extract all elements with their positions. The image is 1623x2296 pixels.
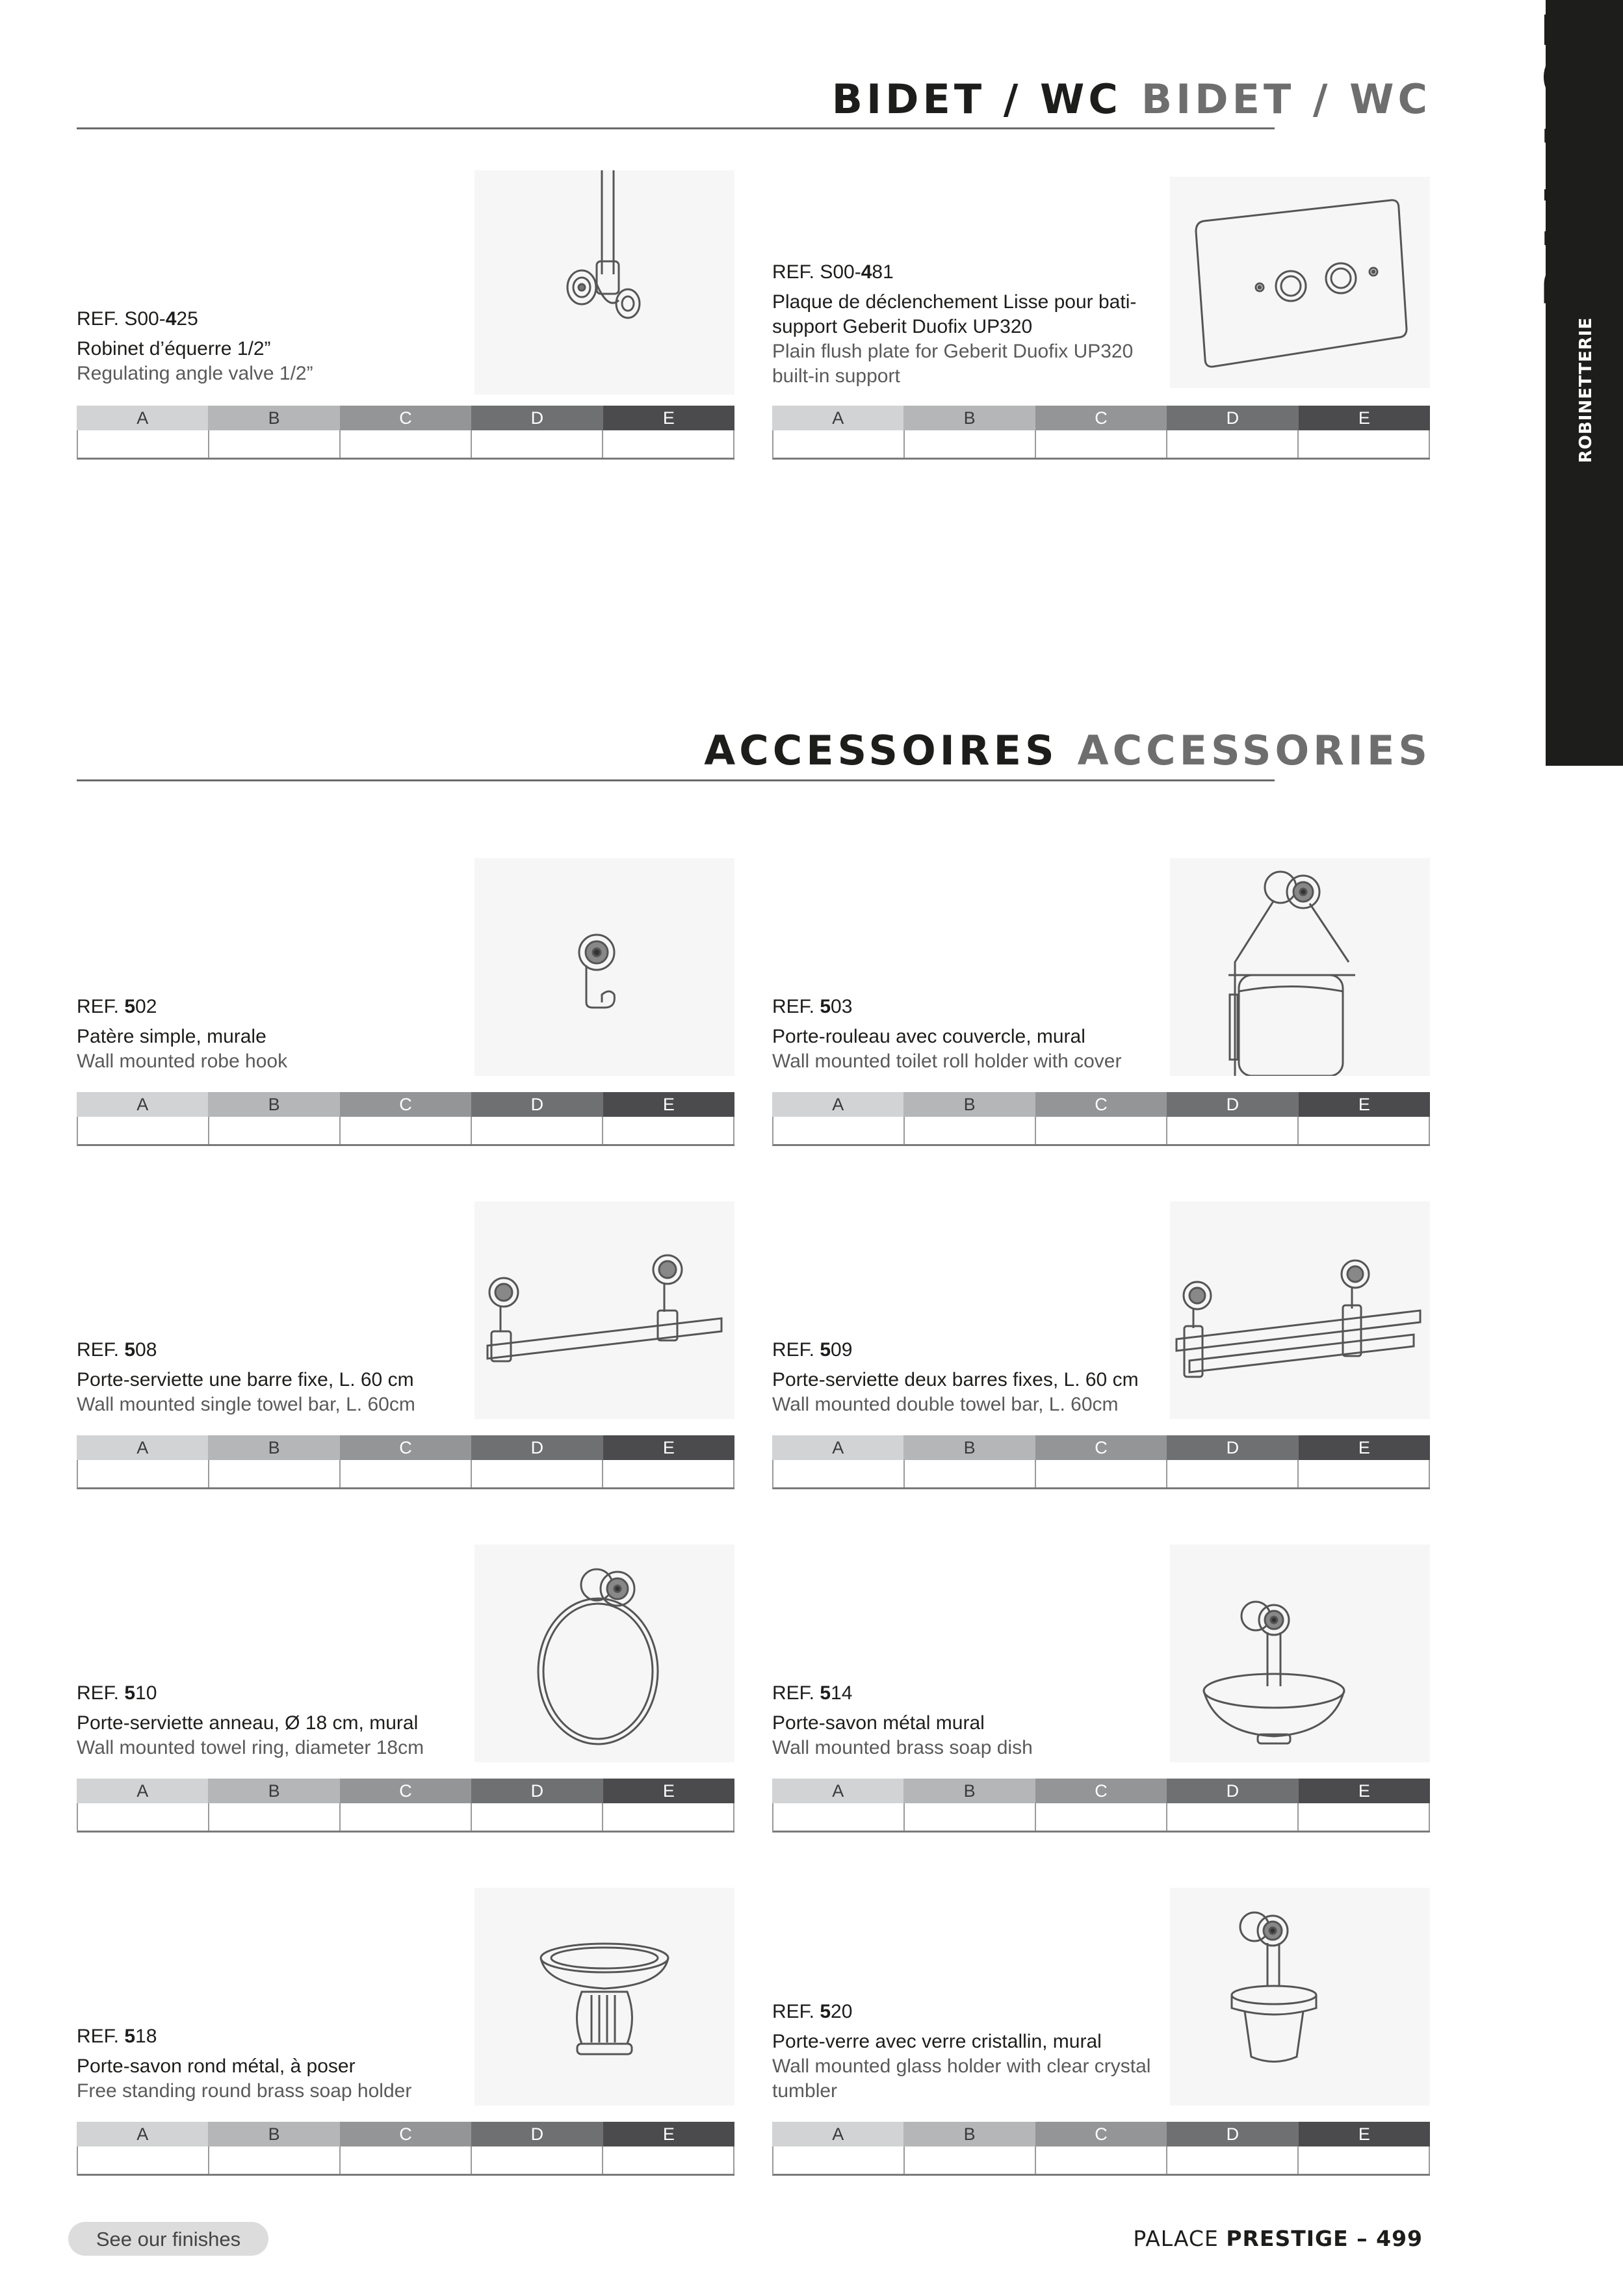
finish-col-d: D (471, 1092, 603, 1117)
section-rule (77, 779, 1275, 781)
product-image-toilet-roll-holder (1170, 858, 1430, 1076)
product-name-en: Wall mounted single towel bar, L. 60cm (77, 1394, 415, 1415)
finish-grid-header (77, 1092, 734, 1117)
product-image-soap-dish (1170, 1545, 1430, 1762)
finish-col-b: B (208, 2122, 339, 2146)
product-image-robe-hook (474, 858, 734, 1076)
finish-col-b: B (903, 406, 1035, 430)
finish-grid (77, 1779, 734, 1833)
finish-col-c: C (1035, 1092, 1167, 1117)
product-ref: REF. 508 (77, 1339, 157, 1361)
finish-col-e: E (603, 1435, 734, 1460)
product-card-514 (772, 1545, 1430, 1838)
finish-col-e: E (1299, 2122, 1430, 2146)
finish-grid-header (772, 406, 1430, 430)
finish-col-b: B (208, 1435, 339, 1460)
finish-grid (772, 406, 1430, 460)
product-name-en: Wall mounted towel ring, diameter 18cm (77, 1737, 424, 1758)
finish-grid-row (772, 430, 1430, 460)
section-title-fr: BIDET / WC (831, 75, 1122, 123)
finish-col-d: D (1167, 406, 1298, 430)
finish-col-c: C (1035, 406, 1167, 430)
section-title-fr: ACCESSOIRES (704, 727, 1058, 774)
product-ref: REF. S00-481 (772, 261, 894, 283)
product-image-glass-holder (1170, 1888, 1430, 2106)
product-name-fr: Robinet d’équerre 1/2” (77, 338, 271, 359)
finish-grid (772, 2122, 1430, 2176)
finish-col-c: C (340, 1779, 471, 1803)
product-text (77, 1681, 424, 1760)
product-card-503 (772, 858, 1430, 1152)
finish-col-a: A (77, 406, 208, 430)
product-name-en: Wall mounted glass holder with clear crystal tumbler (772, 2055, 1151, 2102)
product-ref: REF. 510 (77, 1682, 157, 1704)
product-name-fr: Porte-serviette deux barres fixes, L. 60 cm (772, 1369, 1139, 1390)
finish-col-e: E (603, 406, 734, 430)
single-towel-bar-icon (474, 1201, 734, 1419)
product-text (77, 995, 287, 1074)
product-name-fr: Porte-verre avec verre cristallin, mural (772, 2031, 1102, 2052)
finish-col-d: D (471, 2122, 603, 2146)
product-ref: REF. 503 (772, 996, 853, 1017)
finish-grid-header (772, 1435, 1430, 1460)
section-rule (77, 127, 1275, 129)
product-name-fr: Porte-savon métal mural (772, 1712, 985, 1734)
soap-dish-icon (1170, 1545, 1430, 1762)
product-text (772, 2000, 1175, 2104)
product-text (772, 260, 1162, 389)
finish-grid-row (77, 1117, 734, 1146)
robe-hook-icon (474, 858, 734, 1076)
flush-plate-icon (1170, 177, 1430, 388)
finish-col-c: C (1035, 2122, 1167, 2146)
product-text (772, 995, 1121, 1074)
finish-col-d: D (1167, 1779, 1298, 1803)
finish-col-e: E (603, 2122, 734, 2146)
toilet-roll-holder-icon (1170, 858, 1430, 1076)
glass-holder-icon (1170, 1888, 1430, 2106)
finish-grid-row (77, 1803, 734, 1833)
product-name-fr: Plaque de déclenchement Lisse pour bati-support Geberit Duofix UP320 (772, 291, 1137, 337)
finish-col-a: A (77, 1435, 208, 1460)
finish-col-a: A (772, 1779, 903, 1803)
product-name-fr: Porte-savon rond métal, à poser (77, 2055, 356, 2077)
folio-page: PRESTIGE – 499 (1226, 2226, 1423, 2251)
product-text (77, 1338, 415, 1417)
finish-grid-header (772, 2122, 1430, 2146)
see-finishes-button[interactable]: See our finishes (68, 2222, 268, 2256)
product-text (77, 2024, 411, 2104)
finish-grid-header (772, 1779, 1430, 1803)
finish-grid (772, 1092, 1430, 1146)
finish-grid-row (772, 1460, 1430, 1489)
finish-grid-row (772, 2146, 1430, 2176)
product-text (772, 1338, 1139, 1417)
finish-col-b: B (903, 2122, 1035, 2146)
finish-col-b: B (903, 1435, 1035, 1460)
finish-col-d: D (471, 1779, 603, 1803)
product-name-en: Wall mounted brass soap dish (772, 1737, 1033, 1758)
finish-col-d: D (1167, 1092, 1298, 1117)
finish-grid (772, 1779, 1430, 1833)
section-title-accessories (704, 728, 1431, 774)
section-title-bidet (832, 77, 1431, 122)
finish-col-b: B (208, 1092, 339, 1117)
finish-col-c: C (1035, 1435, 1167, 1460)
finish-grid (772, 1435, 1430, 1489)
product-ref: REF. 520 (772, 2001, 853, 2022)
finish-grid-header (77, 406, 734, 430)
product-card-518 (77, 1888, 734, 2182)
double-towel-bar-icon (1170, 1201, 1430, 1419)
finish-col-c: C (340, 2122, 471, 2146)
product-name-fr: Porte-serviette anneau, Ø 18 cm, mural (77, 1712, 419, 1734)
finish-col-d: D (1167, 1435, 1298, 1460)
product-card-510 (77, 1545, 734, 1838)
finish-col-a: A (77, 1779, 208, 1803)
product-card-s00-425 (77, 170, 734, 464)
product-name-fr: Porte-serviette une barre fixe, L. 60 cm (77, 1369, 414, 1390)
finish-col-a: A (772, 406, 903, 430)
product-name-en: Wall mounted double towel bar, L. 60cm (772, 1394, 1119, 1415)
finish-grid (77, 1435, 734, 1489)
finish-grid-row (77, 430, 734, 460)
finish-col-a: A (772, 1435, 903, 1460)
product-image-angle-valve (474, 170, 734, 395)
finish-grid-header (77, 1435, 734, 1460)
section-title-en: BIDET / WC (1141, 75, 1431, 123)
finish-col-c: C (340, 1435, 471, 1460)
finish-grid-row (77, 1460, 734, 1489)
finish-col-b: B (208, 406, 339, 430)
finish-col-c: C (340, 1092, 471, 1117)
finish-col-b: B (208, 1779, 339, 1803)
finish-col-a: A (772, 1092, 903, 1117)
product-name-en: Regulating angle valve 1/2” (77, 363, 313, 384)
finish-col-c: C (1035, 1779, 1167, 1803)
finish-col-e: E (1299, 1092, 1430, 1117)
product-name-en: Plain flush plate for Geberit Duofix UP320 built-in support (772, 341, 1134, 387)
product-text (77, 307, 313, 386)
product-image-standing-soap-holder (474, 1888, 734, 2106)
finish-col-b: B (903, 1092, 1035, 1117)
finish-grid-row (77, 2146, 734, 2176)
finish-col-e: E (1299, 1435, 1430, 1460)
product-name-en: Wall mounted toilet roll holder with cover (772, 1050, 1122, 1072)
finish-col-e: E (1299, 1779, 1430, 1803)
product-name-en: Free standing round brass soap holder (77, 2080, 412, 2102)
towel-ring-icon (474, 1545, 734, 1762)
finish-col-d: D (471, 406, 603, 430)
finish-col-d: D (471, 1435, 603, 1460)
side-category-label: ROBINETTERIE (1576, 317, 1596, 463)
finish-col-a: A (772, 2122, 903, 2146)
product-card-520 (772, 1888, 1430, 2182)
finish-col-e: E (1299, 406, 1430, 430)
finish-grid-header (772, 1092, 1430, 1117)
finish-grid (77, 2122, 734, 2176)
product-text (772, 1681, 1033, 1760)
finish-col-e: E (603, 1092, 734, 1117)
side-brand-label: PALACE (1533, 0, 1602, 309)
section-title-en: ACCESSORIES (1077, 727, 1431, 774)
angle-valve-icon (474, 170, 734, 395)
product-ref: REF. 502 (77, 996, 157, 1017)
standing-soap-holder-icon (474, 1888, 734, 2106)
finish-grid-row (772, 1117, 1430, 1146)
finish-col-b: B (903, 1779, 1035, 1803)
product-image-double-towel-bar (1170, 1201, 1430, 1419)
finish-grid-header (77, 2122, 734, 2146)
folio-collection: PALACE (1133, 2226, 1219, 2251)
product-card-508 (77, 1201, 734, 1495)
product-card-s00-481 (772, 170, 1430, 464)
product-name-en: Wall mounted robe hook (77, 1050, 288, 1072)
product-ref: REF. S00-425 (77, 308, 198, 330)
product-ref: REF. 509 (772, 1339, 853, 1361)
finish-col-e: E (603, 1779, 734, 1803)
product-name-fr: Porte-rouleau avec couvercle, mural (772, 1026, 1085, 1047)
finish-col-c: C (340, 406, 471, 430)
finish-grid-row (772, 1803, 1430, 1833)
finish-grid (77, 1092, 734, 1146)
product-image-towel-ring (474, 1545, 734, 1762)
finish-col-a: A (77, 1092, 208, 1117)
finish-grid (77, 406, 734, 460)
finish-col-d: D (1167, 2122, 1298, 2146)
finish-col-a: A (77, 2122, 208, 2146)
product-image-single-towel-bar (474, 1201, 734, 1419)
product-ref: REF. 518 (77, 2026, 157, 2047)
product-card-502 (77, 858, 734, 1152)
product-ref: REF. 514 (772, 1682, 853, 1704)
page-folio (1133, 2222, 1423, 2256)
product-name-fr: Patère simple, murale (77, 1026, 266, 1047)
product-image-flush-plate (1170, 177, 1430, 388)
product-card-509 (772, 1201, 1430, 1495)
finish-grid-header (77, 1779, 734, 1803)
